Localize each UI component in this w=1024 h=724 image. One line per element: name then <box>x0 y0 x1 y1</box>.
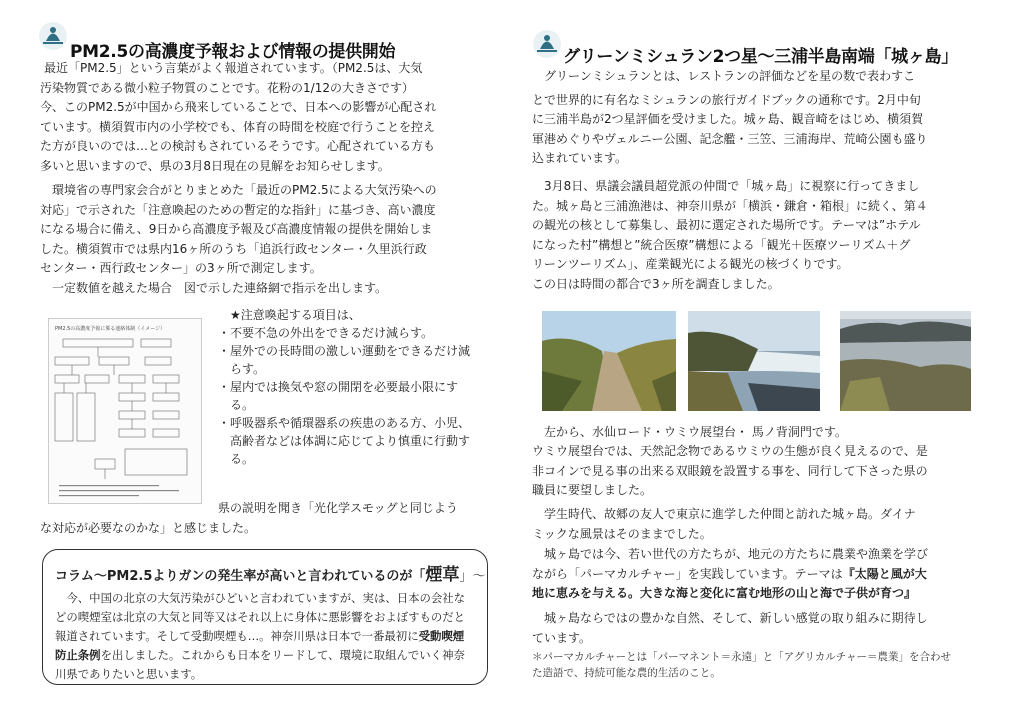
logo-icon <box>38 21 68 51</box>
text-line: 汚染物質である微小粒子物質のことです。花粉の1/12の大きさです） <box>40 80 414 95</box>
photo-suisen-road <box>542 311 676 411</box>
left-body <box>40 181 490 299</box>
text-line: グリーンミシュランとは、レストランの評価などを星の数で表わすこ <box>544 69 916 83</box>
left-closing <box>40 499 492 538</box>
text-line: リーンツーリズム」、産業観光による観光の核づくりです。 <box>532 257 849 272</box>
text-line: 地に恵みを与える。大きな海と変化に富む地形の山と海で子供が育つ』 <box>532 586 917 601</box>
text-line: た。城ヶ島と三浦漁港は、神奈川県が「横浜・鎌倉・箱根」に続く、第４ <box>532 198 928 213</box>
notice-list <box>218 306 478 468</box>
text-line: になる場合に備え、9日から高濃度予報及び高濃度情報の提供を開始しま <box>40 222 433 237</box>
note-line: た造語で、持続可能な農的生活のこと。 <box>532 667 721 679</box>
text-line: 城ヶ島ならではの豊かな自然、そして、新しい感覚の取り組みに期待し <box>544 611 928 625</box>
text-line: になった村”構想と”統合医療”構想による「観光＋医療ツーリズム＋グ <box>532 237 911 252</box>
logo-icon <box>532 29 562 59</box>
text-line: 最近「PM2.5」という言葉がよく報道されています。（PM2.5は、大気 <box>44 61 423 75</box>
column-title-a: コラム～PM2.5よりガンの発生率が高いと言われているのが「 <box>55 569 426 584</box>
diagram-caption: PM2.5の高濃度予報に係る連絡体制（イメージ） <box>55 326 166 332</box>
text-line: 多いと思いますので、県の3月8日現在の見解をお知らせします。 <box>40 158 390 173</box>
photo-umiu-observatory <box>688 311 820 411</box>
notice-head: ★注意喚起する項目は、 <box>230 308 361 322</box>
permaculture-note <box>532 649 984 681</box>
text-line: な対応が必要なのかな」と感じました。 <box>40 520 257 535</box>
column-body <box>55 589 475 684</box>
right-para4 <box>532 505 982 544</box>
left-title: PM2.5の高濃度予報および情報の提供開始 <box>70 42 396 62</box>
right-para1 <box>532 67 982 169</box>
text-line: 非コインで見る事の出来る双眼鏡を設置する事を、同行して下さった県の <box>532 463 928 478</box>
text-line: 込まれています。 <box>532 151 628 166</box>
text-line: 県の説明を聞き「光化学スモッグと同じよう <box>218 501 458 515</box>
column-body-a: 今、中国の北京の大気汚染がひどいと言われていますが、実は、日本の会社などの喫煙室は北京の大気と同等又はそれ以上に身体に悪影響をおよぼすものだと報道されています。そして受動喫煙も…。神奈川県は日本で一番最初に <box>55 591 466 643</box>
notice-item: ・呼吸器系や循環器系の疾患のある方、小児、高齢者などは体調に応じてより慎重に行動する。 <box>218 416 471 466</box>
photo-umanose-domon <box>840 311 971 411</box>
note-line: ＊パーマカルチャーとは「パーマネント＝永遠」と「アグリカルチャー＝農業」を合わせ <box>532 651 951 663</box>
text-line: この日は時間の都合で3ヶ所を調査しました。 <box>532 276 780 291</box>
para5-b: ながら「パーマカルチャー」を実践しています。テーマは <box>532 566 843 581</box>
text-line <box>532 565 984 585</box>
text-line: 軍港めぐりやヴェルニー公園、記念艦・三笠、三浦海岸、荒崎公園も盛り <box>532 131 928 146</box>
column-title <box>55 560 486 585</box>
text-line: 城ヶ島では今、若い世代の方たちが、地元の方たちに農業や漁業を学び <box>544 547 929 561</box>
notice-item: ・不要不急の外出をできるだけ減らす。 <box>218 326 434 340</box>
left-intro <box>40 59 490 177</box>
contact-network-diagram <box>48 318 202 504</box>
column-box <box>42 549 488 685</box>
right-photo-caption <box>532 423 982 443</box>
text-line: の観光の核として募集し、最初に選定された場所です。テーマは”ホテル <box>532 218 921 233</box>
text-line: 3月8日、県議会議員超党派の仲間で「城ヶ島」に視察に行ってきまし <box>544 179 920 193</box>
text-line: た方が良いのでは…との検討もされているそうです。心配されている方も <box>40 139 436 154</box>
para5-em1: 『太陽と風が大 <box>842 566 927 581</box>
photo-caption: 左から、水仙ロード・ウミウ展望台・ 馬ノ背洞門です。 <box>544 425 847 439</box>
diagram-graphic <box>49 319 203 505</box>
right-para6 <box>532 609 982 648</box>
column-body-b: 受動喫煙防止条例 <box>55 629 465 662</box>
text-line: ています。 <box>532 630 592 645</box>
notice-item: ・屋内では換気や窓の開閉を必要最小限にする。 <box>218 380 459 412</box>
text-line: センター・西行政センター」の3ヶ所で測定します。 <box>40 261 322 276</box>
text-line: 今、このPM2.5が中国から飛来していることで、日本への影響が心配され <box>40 100 437 115</box>
text-line: 一定数値を越えた場合 図で示した連絡網で指示を出します。 <box>52 280 388 295</box>
text-line: 環境省の専門家会合がとりまとめた「最近のPM2.5による大気汚染への <box>52 183 437 197</box>
right-para3 <box>532 442 982 501</box>
right-para5 <box>532 545 984 604</box>
text-line: ウミウ展望台では、天然記念物であるウミウの生態が良く見えるので、是 <box>532 444 928 458</box>
notice-item: ・屋外での長時間の激しい運動をできるだけ減らす。 <box>218 344 471 376</box>
right-title: グリーンミシュラン2つ星～三浦半島南端「城ヶ島」 <box>563 47 958 67</box>
text-line: に三浦半島が2つ星評価を受けました。城ヶ島、観音崎をはじめ、横須賀 <box>532 112 924 127</box>
column-title-c: 」～ <box>459 569 486 584</box>
text-line: 学生時代、故郷の友人で東京に進学した仲間と訪れた城ヶ島。ダイナ <box>544 507 916 521</box>
text-line: 対応」で示された「注意喚起のための暫定的な指針」に基づき、高い濃度 <box>40 202 436 217</box>
text-line: した。横須賀市では県内16ヶ所のうち「追浜行政センター・久里浜行政 <box>40 241 427 256</box>
text-line: 職員に要望しました。 <box>532 483 653 498</box>
text-line: ミックな風景はそのままでした。 <box>532 526 712 541</box>
right-para2 <box>532 177 982 295</box>
text-line: とで世界的に有名なミシュランの旅行ガイドブックの通称です。2月中旬 <box>532 92 921 107</box>
column-title-b: 煙草 <box>425 565 460 585</box>
column-body-c: を出しました。これからも日本をリードして、環境に取組んでいく神奈川県でありたいと思います。 <box>55 648 465 681</box>
text-line: ています。横須賀市内の小学校でも、体育の時間を校庭で行うことを控え <box>40 119 436 134</box>
